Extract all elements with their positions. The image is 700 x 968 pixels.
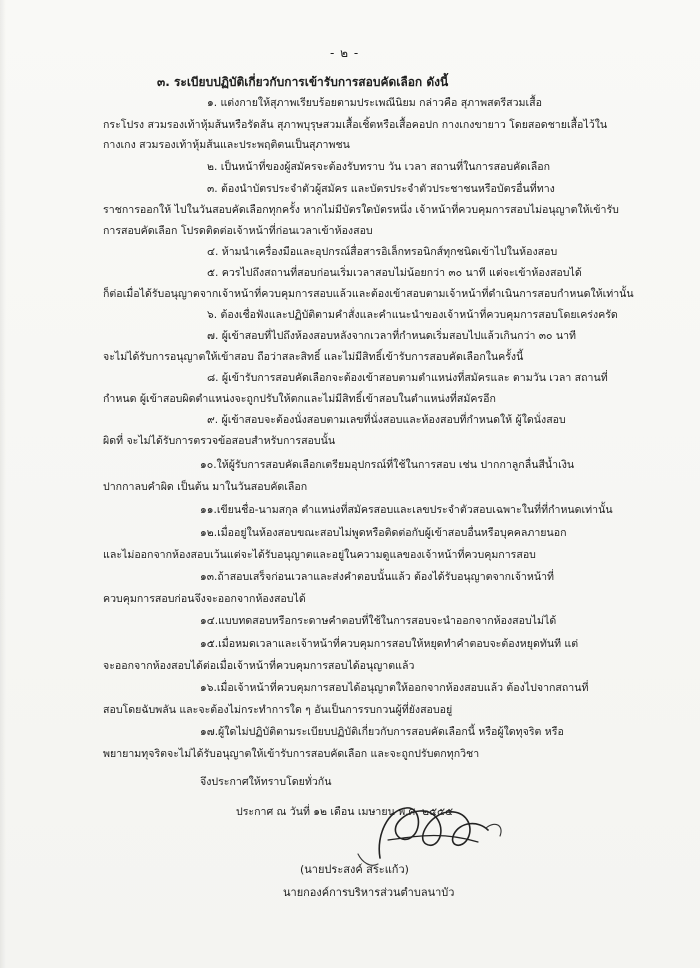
rule-line: กำหนด ผู้เข้าสอบผิดตำแหน่งจะถูกปรับให้ตกและไม่มีสิทธิ์เข้าสอบในตำแหน่งที่สมัครอีก bbox=[103, 393, 496, 405]
rule-line: ๑๓.ถ้าสอบเสร็จก่อนเวลาและส่งคำตอบนั้นแล้ว ต้องได้รับอนุญาตจากเจ้าหน้าที่ bbox=[200, 571, 555, 583]
rule-line: กระโปรง สวมรองเท้าหุ้มส้นหรือรัดส้น สุภาพบุรุษสวมเสื้อเชิ้ตหรือเสื้อคอปก กางเกงขายาว โดยสอดชายเสื้อไว้ใน bbox=[103, 119, 608, 131]
rule-line: ๑๕.เมื่อหมดเวลาและเจ้าหน้าที่ควบคุมการสอบให้หยุดทำคำตอบจะต้องหยุดทันที แต่ bbox=[200, 638, 579, 650]
page-number: - ๒ - bbox=[330, 46, 360, 60]
rule-line: ๘. ผู้เข้ารับการสอบคัดเลือกจะต้องเข้าสอบตามตำแหน่งที่สมัครและ ตามวัน เวลา สถานที่ bbox=[207, 372, 608, 384]
rule-line: ก็ต่อเมื่อได้รับอนุญาตจากเจ้าหน้าที่ควบคุมการสอบแล้วและต้องเข้าสอบตามเจ้าหน้าที่ดำเนินการสอบกำหนดให้เท่านั้น bbox=[103, 288, 634, 300]
rule-line: ๑๑.เขียนชื่อ-นามสกุล ตำแหน่งที่สมัครสอบและเลขประจำตัวสอบเฉพาะในที่ที่กำหนดเท่านั้น bbox=[200, 504, 613, 516]
rule-line: และไม่ออกจากห้องสอบเว้นแต่จะได้รับอนุญาตและอยู่ในความดูแลของเจ้าหน้าที่ควบคุมการสอบ bbox=[103, 549, 536, 561]
scan-shadow bbox=[0, 0, 6, 968]
rule-line: ควบคุมการสอบก่อนจึงจะออกจากห้องสอบได้ bbox=[103, 593, 306, 605]
signer-title: นายกองค์การบริหารส่วนตำบลนาบัว bbox=[283, 886, 455, 899]
rule-line: ๑๔.แบบทดสอบหรือกระดาษคำตอบที่ใช้ในการสอบจะนำออกจากห้องสอบไม่ได้ bbox=[200, 615, 557, 627]
rule-line: ๑๒.เมื่ออยู่ในห้องสอบขณะสอบไม่พูดหรือติดต่อกับผู้เข้าสอบอื่นหรือบุคคลภายนอก bbox=[200, 527, 567, 539]
rule-line: การสอบคัดเลือก โปรดติดต่อเจ้าหน้าที่ก่อนเวลาเข้าห้องสอบ bbox=[103, 225, 373, 237]
rule-line: ๗. ผู้เข้าสอบที่ไปถึงห้องสอบหลังจากเวลาที่กำหนดเริ่มสอบไปแล้วเกินกว่า ๓๐ นาที bbox=[207, 330, 577, 342]
announcement: จึงประกาศให้ทราบโดยทั่วกัน bbox=[200, 776, 332, 788]
signer-name: (นายประสงค์ สระแก้ว) bbox=[300, 863, 409, 876]
rule-line: ๑๗.ผู้ใดไม่ปฏิบัติตามระเบียบปฏิบัติเกี่ยวกับการสอบคัดเลือกนี้ หรือผู้ใดทุจริต หรือ bbox=[200, 726, 564, 738]
rule-line: จะออกจากห้องสอบได้ต่อเมื่อเจ้าหน้าที่ควบคุมการสอบได้อนุญาตแล้ว bbox=[103, 660, 415, 672]
rule-line: ๙. ผู้เข้าสอบจะต้องนั่งสอบตามเลขที่นั่งสอบและห้องสอบที่กำหนดให้ ผู้ใดนั่งสอบ bbox=[207, 414, 566, 426]
date-line: ประกาศ ณ วันที่ ๑๒ เดือน เมษายน พ.ศ. ๒๕๕๕ bbox=[236, 806, 454, 818]
rule-line: ๑. แต่งกายให้สุภาพเรียบร้อยตามประเพณีนิยม กล่าวคือ สุภาพสตรีสวมเสื้อ bbox=[207, 97, 542, 109]
rule-line: จะไม่ได้รับการอนุญาตให้เข้าสอบ ถือว่าสละสิทธิ์ และไม่มีสิทธิ์เข้ารับการสอบคัดเลือกในครั้งนี้ bbox=[103, 351, 524, 363]
rule-line: ปากกาลบคำผิด เป็นต้น มาในวันสอบคัดเลือก bbox=[103, 481, 308, 493]
rule-line: ๑๐.ให้ผู้รับการสอบคัดเลือกเตรียมอุปกรณ์ที่ใช้ในการสอบ เช่น ปากกาลูกลื่นสีน้ำเงิน bbox=[200, 459, 575, 471]
rule-line: ราชการออกให้ ไปในวันสอบคัดเลือกทุกครั้ง หากไม่มีบัตรใดบัตรหนึ่ง เจ้าหน้าที่ควบคุมการสอบไม่อนุญาตให้เข้ารับ bbox=[103, 204, 619, 216]
rule-line: พยายามทุจริตจะไม่ได้รับอนุญาตให้เข้ารับการสอบคัดเลือก และจะถูกปรับตกทุกวิชา bbox=[103, 748, 480, 760]
rule-line: ๔. ห้ามนำเครื่องมือและอุปกรณ์สื่อสารอิเล็กทรอนิกส์ทุกชนิดเข้าไปในห้องสอบ bbox=[207, 246, 558, 258]
rule-line: ๕. ควรไปถึงสถานที่สอบก่อนเริ่มเวลาสอบไม่น้อยกว่า ๓๐ นาที แต่จะเข้าห้องสอบได้ bbox=[207, 267, 582, 279]
rule-line: ๖. ต้องเชื่อฟังและปฏิบัติตามคำสั่งและคำแนะนำของเจ้าหน้าที่ควบคุมการสอบโดยเคร่งครัด bbox=[207, 309, 618, 321]
rule-line: ๑๖.เมื่อเจ้าหน้าที่ควบคุมการสอบได้อนุญาตให้ออกจากห้องสอบแล้ว ต้องไปจากสถานที่ bbox=[200, 682, 589, 694]
rule-line: ๓. ต้องนำบัตรประจำตัวผู้สมัคร และบัตรประจำตัวประชาชนหรือบัตรอื่นที่ทาง bbox=[207, 183, 555, 195]
rule-line: ๒. เป็นหน้าที่ของผู้สมัครจะต้องรับทราบ วัน เวลา สถานที่ในการสอบคัดเลือก bbox=[207, 161, 550, 173]
rule-line: ผิดที่ จะไม่ได้รับการตรวจข้อสอบสำหรับการสอบนั้น bbox=[103, 435, 336, 447]
rule-line: กางเกง สวมรองเท้าหุ้มส้นและประพฤติตนเป็นสุภาพชน bbox=[103, 139, 350, 151]
rule-line: สอบโดยฉับพลัน และจะต้องไม่กระทำการใด ๆ อันเป็นการรบกวนผู้ที่ยังสอบอยู่ bbox=[103, 704, 453, 716]
section-heading: ๓. ระเบียบปฏิบัติเกี่ยวกับการเข้ารับการสอบคัดเลือก ดังนี้ bbox=[157, 75, 449, 89]
